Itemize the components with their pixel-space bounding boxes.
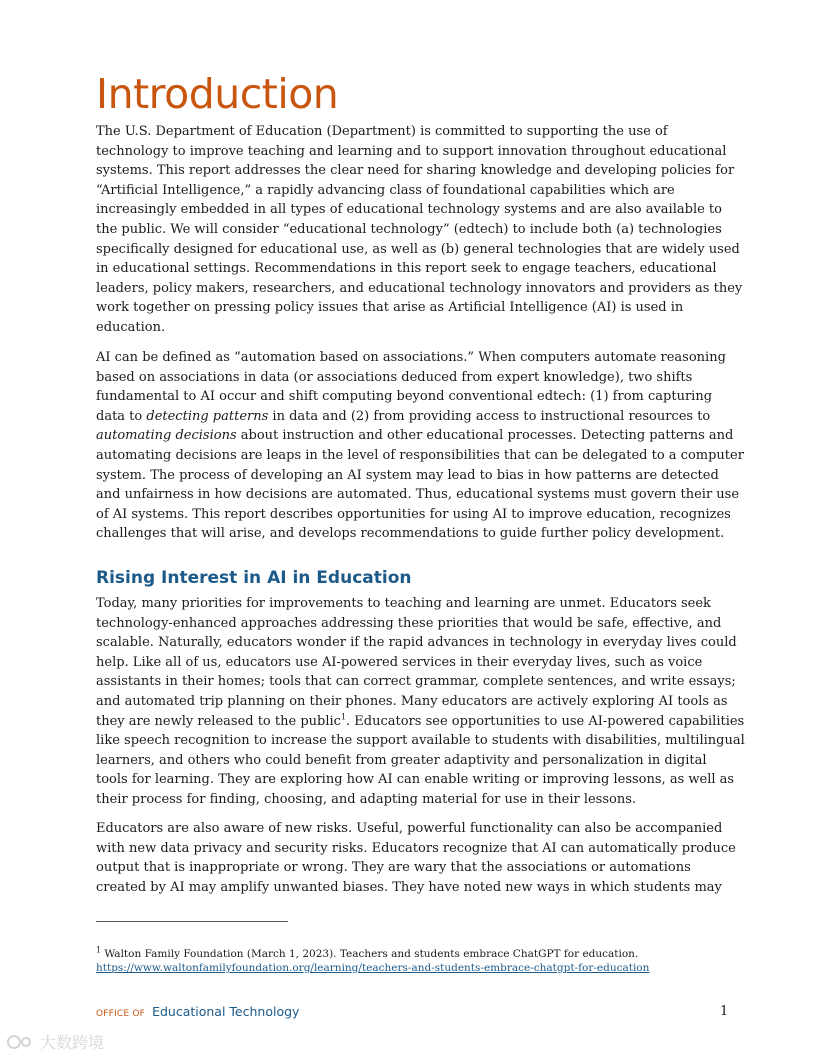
- text-run: the public. We will consider “educational technology” (edtech) to include both (a) technologies: [96, 221, 722, 237]
- text-run: output that is inappropriate or wrong. They are wary that the associations or automations: [96, 860, 691, 876]
- text-run: based on associations in data (or associations deduced from expert knowledge), two shifts: [96, 369, 693, 385]
- footnote-divider: [96, 921, 288, 922]
- text-line: [96, 279, 743, 299]
- footnote-link[interactable]: https://www.waltonfamilyfoundation.org/learning/teachers-and-students-embrace-chatgpt-for-education: [96, 962, 650, 974]
- text-run: in educational settings. Recommendations in this report seek to engage teachers, educational: [96, 261, 717, 277]
- text-line: [96, 712, 745, 732]
- text-line: [96, 751, 736, 771]
- text-line: [96, 614, 736, 634]
- footnote-marker: 1: [96, 945, 102, 955]
- text-line: [96, 839, 736, 859]
- text-line: [96, 819, 736, 839]
- text-run: they are newly released to the public: [96, 713, 341, 729]
- text-run: Today, many priorities for improvements to teaching and learning are unmet. Educators seek: [96, 596, 711, 611]
- text-run: created by AI may amplify unwanted biases. They have noted new ways in which students may: [96, 879, 722, 895]
- section-heading: Rising Interest in AI in Education: [96, 568, 412, 588]
- text-run: like speech recognition to increase the support available to students with disabilities, multilingual: [96, 733, 745, 749]
- footnote: [96, 947, 736, 975]
- text-run: automating decisions are leaps in the level of responsibilities that can be delegated to a computer: [96, 447, 744, 463]
- text-line: [96, 368, 736, 388]
- text-run: technology-enhanced approaches addressing these priorities that would be safe, effective, and: [96, 615, 722, 631]
- text-run: systems. This report addresses the clear need for sharing knowledge and developing policies for: [96, 163, 735, 179]
- text-run: about instruction and other educational processes. Detecting patterns and: [236, 428, 734, 444]
- text-run: tools for learning. They are exploring how AI can enable writing or improving lessons, as well as: [96, 772, 735, 788]
- footnote-text: Walton Family Foundation (March 1, 2023). Teachers and students embrace ChatGPT for education.: [101, 948, 639, 960]
- text-run: scalable. Naturally, educators wonder if the rapid advances in technology in everyday lives could: [96, 635, 737, 651]
- text-line: [96, 298, 736, 318]
- emphasis-text: detecting patterns: [146, 408, 269, 424]
- footer-edtech-label: Educational Technology: [152, 1004, 300, 1019]
- text-run: with new data privacy and security risks. Educators recognize that AI can automatically produce: [96, 840, 736, 856]
- text-line: [96, 770, 736, 790]
- text-line: [96, 653, 736, 673]
- text-run: technology to improve teaching and learning and to support innovation throughout educational: [96, 143, 727, 159]
- text-line: [96, 731, 745, 751]
- text-run: . Educators see opportunities to use AI-powered capabilities: [346, 713, 745, 729]
- watermark-text: 大数跨境: [40, 1033, 105, 1052]
- text-run: Educators are also aware of new risks. Useful, powerful functionality can also be accompanied: [96, 821, 723, 836]
- text-line: [96, 161, 736, 181]
- text-line: [96, 692, 736, 712]
- text-run: and unfairness in how decisions are automated. Thus, educational systems must govern their use: [96, 487, 740, 503]
- text-line: [96, 858, 736, 878]
- text-line: [96, 426, 736, 446]
- text-run: their process for finding, choosing, and adapting material for use in their lessons.: [96, 791, 637, 807]
- body-paragraph: [96, 348, 744, 544]
- text-run: fundamental to AI occur and shift computing beyond conventional edtech: (1) from capturing: [96, 389, 713, 405]
- footer-office-label: OFFICE OF: [96, 1009, 145, 1019]
- text-run: assistants in their homes; tools that can correct grammar, complete sentences, and write essays;: [96, 674, 736, 690]
- text-line: [96, 505, 736, 525]
- text-line: [96, 790, 736, 810]
- body-paragraph: [96, 594, 745, 810]
- text-run: AI can be defined as “automation based on associations.” When computers automate reasoning: [96, 350, 726, 365]
- body-paragraph: [96, 819, 736, 897]
- text-line: [96, 524, 736, 544]
- text-line: [96, 259, 736, 279]
- text-run: of AI systems. This report describes opportunities for using AI to improve education, recognizes: [96, 506, 731, 522]
- text-run: “Artificial Intelligence,” a rapidly advancing class of foundational capabilities which are: [96, 182, 675, 198]
- text-line: [96, 200, 736, 220]
- text-line: [96, 318, 736, 338]
- text-run: learners, and others who could benefit from greater adaptivity and personalization in digital: [96, 752, 707, 768]
- text-line: [96, 181, 736, 201]
- text-line: [96, 878, 736, 898]
- text-run: data to: [96, 408, 147, 424]
- text-line: [96, 142, 736, 162]
- text-run: specifically designed for educational use, as well as (b) general technologies that are widely used: [96, 241, 740, 257]
- text-run: in data and (2) from providing access to instructional resources to: [268, 408, 711, 424]
- page-title: Introduction: [96, 70, 339, 118]
- text-line: [96, 594, 736, 614]
- text-run: system. The process of developing an AI system may lead to bias in how patterns are detected: [96, 467, 719, 483]
- text-line: [96, 240, 740, 260]
- text-line: [96, 485, 740, 505]
- emphasis-text: automating decisions: [96, 428, 237, 444]
- text-line: [96, 407, 736, 427]
- text-line: [96, 672, 736, 692]
- text-line: [96, 387, 736, 407]
- watermark: [6, 1030, 104, 1053]
- text-line: [96, 466, 736, 486]
- body-paragraph: [96, 122, 743, 338]
- footnote-citation: [96, 947, 736, 961]
- watermark-logo-icon: [6, 1033, 36, 1051]
- text-line: [96, 348, 736, 368]
- text-run: help. Like all of us, educators use AI-powered services in their everyday lives, such as voice: [96, 654, 703, 670]
- text-line: [96, 220, 736, 240]
- text-run: The U.S. Department of Education (Department) is committed to supporting the use of: [96, 124, 668, 139]
- text-line: [96, 633, 736, 653]
- text-run: increasingly embedded in all types of educational technology systems and are also available to: [96, 202, 722, 218]
- text-line: [96, 122, 736, 142]
- text-line: [96, 446, 744, 466]
- text-run: challenges that will arise, and develops recommendations to guide further policy development.: [96, 526, 725, 542]
- text-run: education.: [96, 319, 166, 335]
- page-number: 1: [720, 1004, 729, 1019]
- text-run: leaders, policy makers, researchers, and educational technology innovators and providers as they: [96, 280, 743, 296]
- footer-brand: [96, 1001, 299, 1020]
- footnote-reference: 1: [340, 712, 347, 722]
- text-run: work together on pressing policy issues that arise as Artificial Intelligence (AI) is used in: [96, 300, 684, 316]
- text-run: and automated trip planning on their phones. Many educators are actively exploring AI tools as: [96, 693, 728, 709]
